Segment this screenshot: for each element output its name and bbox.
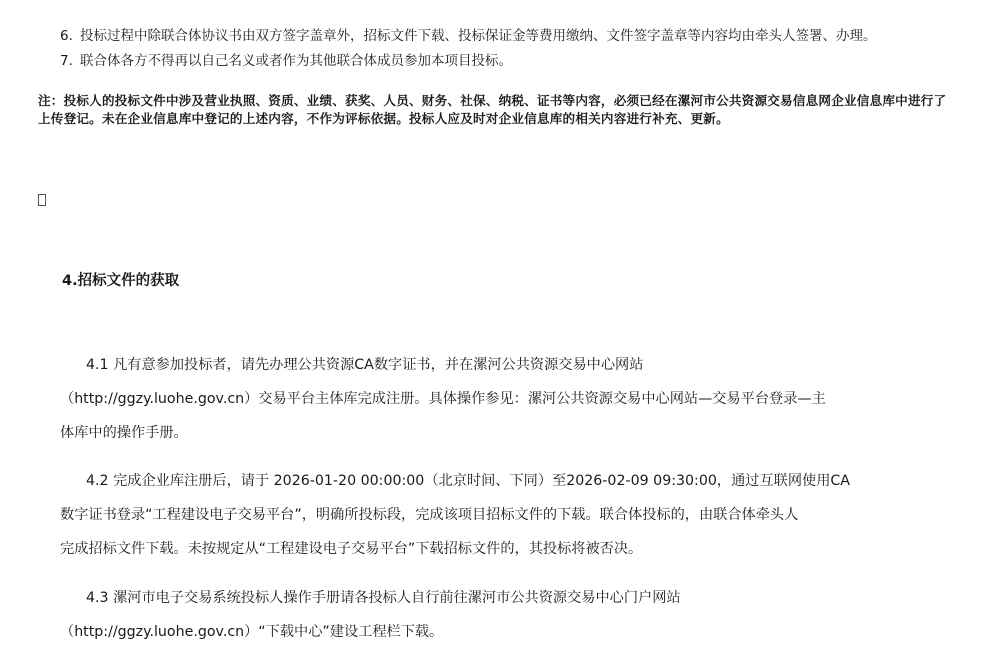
paragraph-line: （http://ggzy.luohe.gov.cn）“下载中心”建设工程栏下载。 [60,624,444,640]
list-item-6 [60,26,877,46]
paragraph-line: 4.3 漯河市电子交易系统投标人操作手册请各投标人自行前往漯河市公共资源交易中心门户网站 [86,590,681,606]
paragraph-line: 数字证书登录“工程建设电子交易平台”，明确所投标段，完成该项目招标文件的下载。联合体投标的，由联合体牵头人 [60,507,799,523]
list-item-number: 6. [60,28,73,44]
paragraph-line: （http://ggzy.luohe.gov.cn）交易平台主体库完成注册。具体操作参见：漯河公共资源交易中心网站—交易平台登录—主 [60,391,826,407]
list-item-7 [60,51,512,71]
section-heading: 4.招标文件的获取 [62,273,180,289]
paragraph-4-2 [60,464,940,566]
paragraph-line: 完成招标文件下载。未按规定从“工程建设电子交易平台”下载招标文件的，其投标将被否决。 [60,541,643,557]
paragraph-line: 4.2 完成企业库注册后，请于 2026-01-20 00:00:00（北京时间、下同）至2026-02-09 09:30:00，通过互联网使用CA [86,473,850,489]
list-item-number: 7. [60,53,73,69]
missing-glyph-icon [38,194,46,206]
bold-note: 注：投标人的投标文件中涉及营业执照、资质、业绩、获奖、人员、财务、社保、纳税、证书等内容，必须已经在漯河市公共资源交易信息网企业信息库中进行了上传登记。未在企业信息库中登记的上述内容，不作为评标依据。投标人应及时对企业信息库的相关内容进行补充、更新。 [38,93,947,126]
paragraph-line: 体库中的操作手册。 [60,425,188,441]
paragraph-line: 4.1 凡有意参加投标者，请先办理公共资源CA数字证书，并在漯河公共资源交易中心网站 [86,357,644,373]
paragraph-4-1 [60,348,940,450]
list-item-text: 投标过程中除联合体协议书由双方签字盖章外，招标文件下载、投标保证金等费用缴纳、文件签字盖章等内容均由牵头人签署、办理。 [80,28,877,44]
paragraph-4-3 [60,581,940,649]
list-item-text: 联合体各方不得再以自己名义或者作为其他联合体成员参加本项目投标。 [80,53,512,69]
